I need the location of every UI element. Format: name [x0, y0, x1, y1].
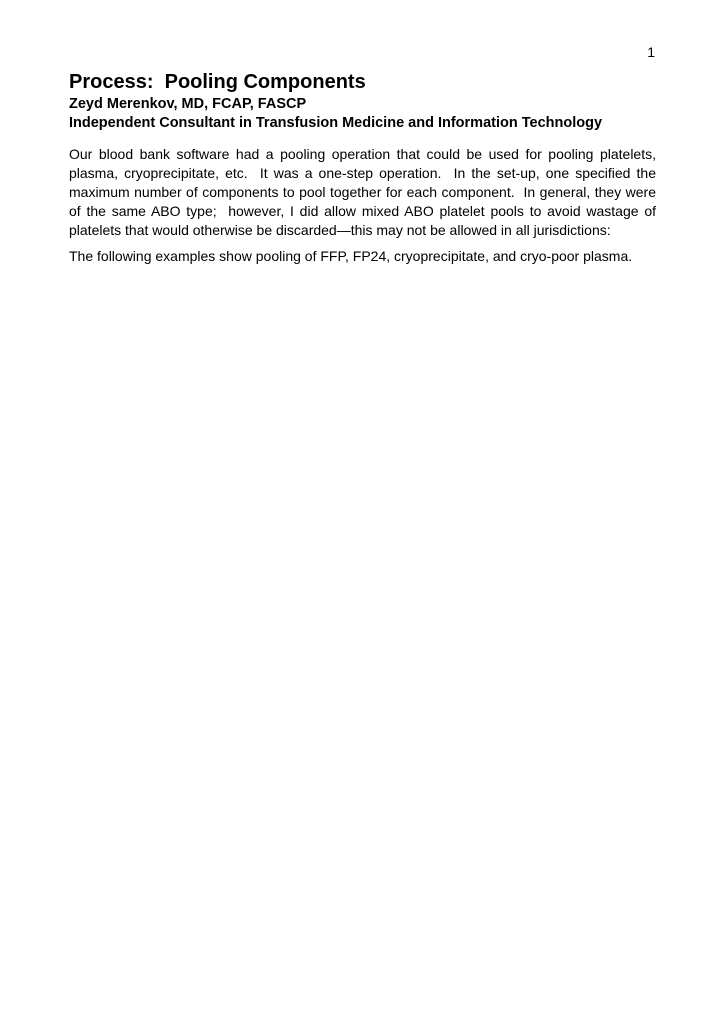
- page-number: 1: [647, 44, 655, 60]
- body-paragraph: Our blood bank software had a pooling operation that could be used for pooling platelets, plasma, cryoprecipitate, etc. It was a one-step operation. In the set-up, one specified the maximum number of components to pool together for each component. In general, they were of the same ABO type; however, I did allow mixed ABO platelet pools to avoid wastage of platelets that would otherwise be discarded—this may not be allowed in all jurisdictions:: [69, 146, 660, 238]
- affiliation-line: Independent Consultant in Transfusion Medicine and Information Technology: [69, 115, 603, 131]
- author-line: Zeyd Merenkov, MD, FCAP, FASCP: [69, 96, 307, 112]
- document-content: [69, 70, 660, 266]
- document-title: Process: Pooling Components: [69, 71, 366, 93]
- closing-paragraph: The following examples show pooling of FFP, FP24, cryoprecipitate, and cryo-poor plasma.: [69, 248, 633, 264]
